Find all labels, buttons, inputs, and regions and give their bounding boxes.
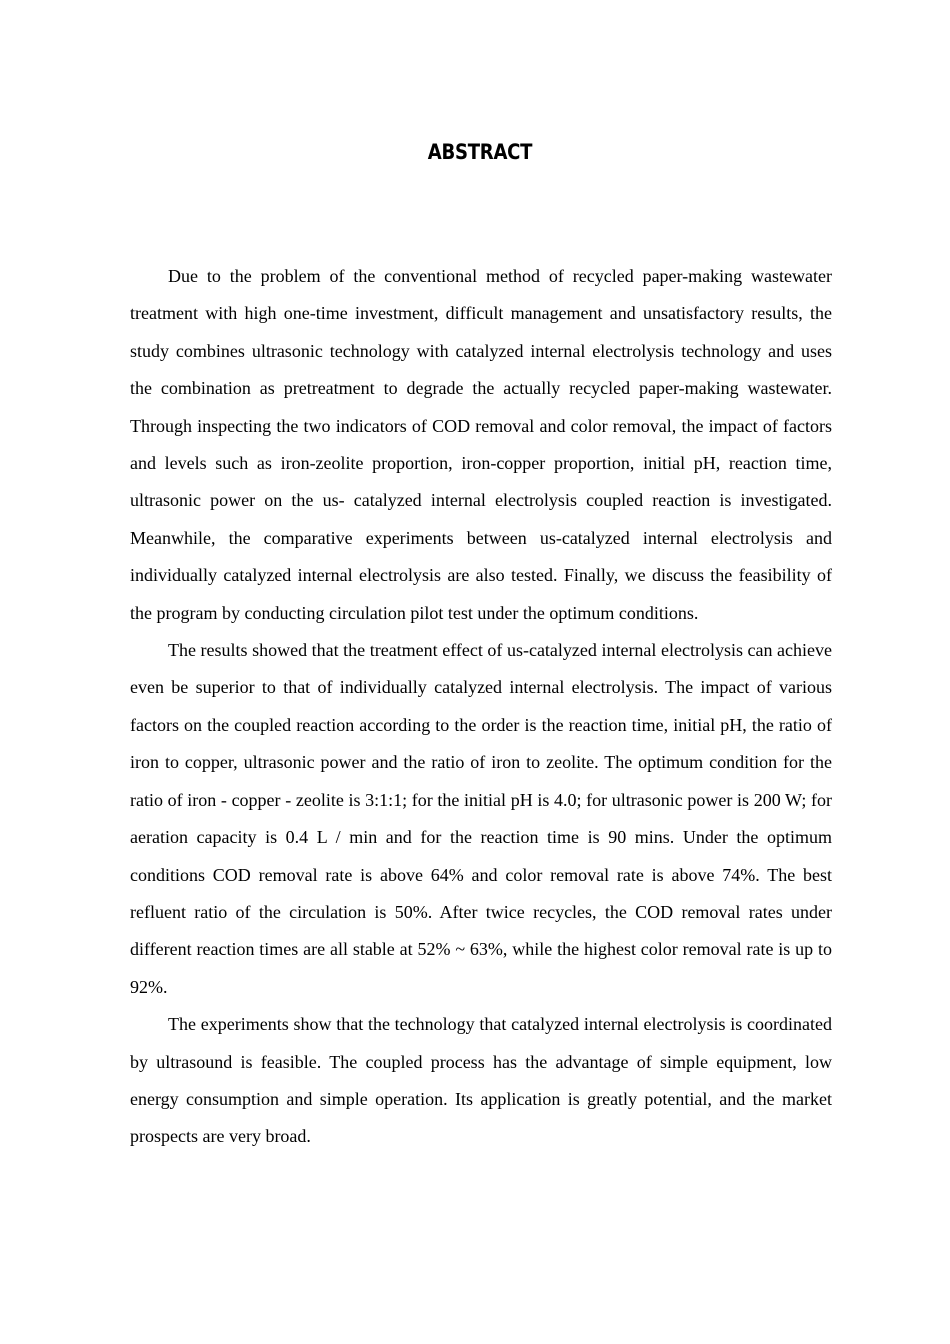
abstract-paragraph-3: The experiments show that the technology that catalyzed internal electrolysis is coordinated by ultrasound is feasible. The coupled process has the advantage of simple equipment, low energy consumption and simple operation. Its application is greatly potential, and the market prospects are very broad. [130, 1014, 832, 1147]
page-title: ABSTRACT [427, 140, 533, 164]
abstract-body [130, 258, 832, 1156]
abstract-paragraph-2: The results showed that the treatment effect of us-catalyzed internal electrolysis can achieve even be superior to that of individually catalyzed internal electrolysis. The impact of various factors on the coupled reaction according to the order is the reaction time, initial pH, the ratio of iron to copper, ultrasonic power and the ratio of iron to zeolite. The optimum condition for the ratio of iron - copper - zeolite is 3:1:1; for the initial pH is 4.0; for ultrasonic power is 200 W; for aeration capacity is 0.4 L / min and for the reaction time is 90 mins. Under the optimum conditions COD removal rate is above 64% and color removal rate is above 74%. The best refluent ratio of the circulation is 50%. After twice recycles, the COD removal rates under different reaction times are all stable at 52% ~ 63%, while the highest color removal rate is up to 92%. [130, 640, 832, 997]
abstract-paragraph-1: Due to the problem of the conventional method of recycled paper-making wastewater treatment with high one-time investment, difficult management and unsatisfactory results, the study combines ultrasonic technology with catalyzed internal electrolysis technology and uses the combination as pretreatment to degrade the actually recycled paper-making wastewater. Through inspecting the two indicators of COD removal and color removal, the impact of factors and levels such as iron-zeolite proportion, iron-copper proportion, initial pH, reaction time, ultrasonic power on the us- catalyzed internal electrolysis coupled reaction is investigated. Meanwhile, the comparative experiments between us-catalyzed internal electrolysis and individually catalyzed internal electrolysis are also tested. Finally, we discuss the feasibility of the program by conducting circulation pilot test under the optimum conditions. [130, 266, 832, 623]
